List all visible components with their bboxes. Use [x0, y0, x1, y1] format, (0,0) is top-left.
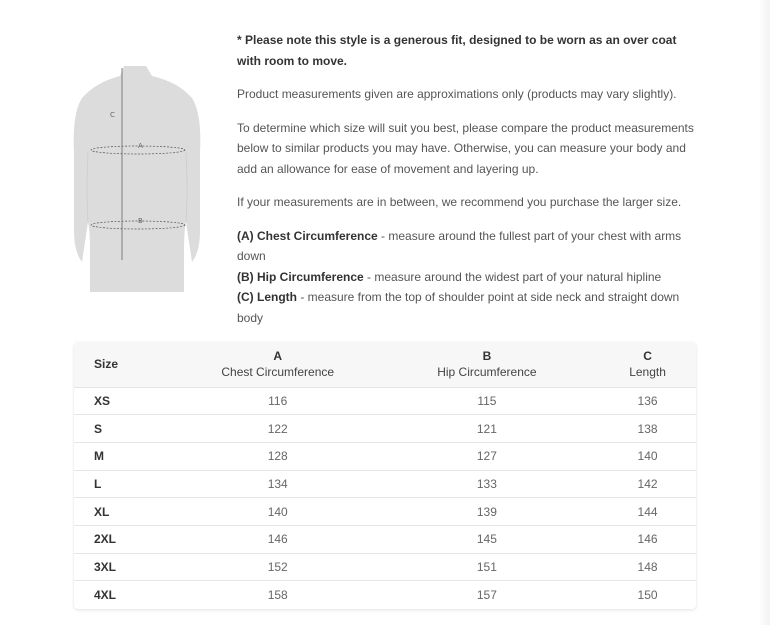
label-b: B	[138, 217, 143, 225]
length-cell: 150	[637, 587, 658, 602]
size-cell: 3XL	[74, 553, 181, 581]
fit-note: * Please note this style is a generous fit, designed to be worn as an over coat with room to move.	[237, 33, 677, 68]
torso-shape	[74, 66, 201, 292]
header-chest: A Chest Circumference	[181, 342, 375, 387]
length-cell: 138	[599, 415, 696, 443]
torso-silhouette-icon	[68, 62, 208, 302]
size-cell: XL	[74, 498, 181, 526]
table-row	[74, 387, 696, 415]
hip-cell: 133	[375, 470, 599, 498]
chest-cell: 158	[267, 587, 288, 602]
table-row	[74, 525, 696, 553]
approx-note: Product measurements given are approximations only (products may vary slightly).	[237, 87, 677, 101]
chest-cell: 122	[181, 415, 375, 443]
table-header-row	[74, 342, 696, 387]
size-info-text	[237, 30, 702, 328]
measurement-definitions	[237, 226, 702, 329]
length-cell: 136	[599, 387, 696, 415]
size-table-container	[74, 342, 696, 609]
between-note: If your measurements are in between, we recommend you purchase the larger size.	[237, 195, 682, 209]
length-cell: 142	[599, 470, 696, 498]
size-cell: XS	[74, 387, 181, 415]
table-row	[74, 498, 696, 526]
chest-cell: 152	[181, 553, 375, 581]
definition-hip: (B) Hip Circumference - measure around the widest part of your natural hipline	[237, 269, 662, 284]
label-c: C	[110, 111, 115, 119]
definition-length: (C) Length - measure from the top of shoulder point at side neck and straight down body	[237, 290, 680, 325]
table-row	[74, 415, 696, 443]
length-cell: 140	[599, 442, 696, 470]
table-row	[74, 553, 696, 581]
hip-cell: 145	[375, 525, 599, 553]
size-table	[74, 342, 696, 609]
header-length: C Length	[599, 342, 696, 387]
chest-cell: 134	[181, 470, 375, 498]
table-row	[74, 581, 696, 609]
hip-cell: 121	[375, 415, 599, 443]
scroll-edge-shade	[758, 0, 770, 625]
body-measurement-diagram	[68, 62, 208, 302]
hip-cell: 115	[375, 387, 599, 415]
chest-cell: 128	[181, 442, 375, 470]
size-cell: L	[74, 470, 181, 498]
chest-cell: 116	[181, 387, 375, 415]
determine-note: To determine which size will suit you best, please compare the product measurements below to similar products you may have. Otherwise, you can measure your body and add an allowance for ease of movement and layering up.	[237, 120, 694, 176]
hip-cell: 139	[375, 498, 599, 526]
header-size: Size	[74, 342, 181, 387]
label-a: A	[138, 142, 143, 150]
length-cell: 148	[599, 553, 696, 581]
table-row	[74, 470, 696, 498]
hip-cell: 127	[375, 442, 599, 470]
definition-chest: (A) Chest Circumference - measure around the fullest part of your chest with arms down	[237, 228, 682, 263]
hip-cell: 151	[375, 553, 599, 581]
size-cell: S	[74, 415, 181, 443]
header-hip: B Hip Circumference	[375, 342, 599, 387]
size-cell: 4XL	[94, 587, 117, 602]
chest-cell: 140	[181, 498, 375, 526]
length-cell: 146	[599, 525, 696, 553]
hip-cell: 157	[476, 587, 497, 602]
length-cell: 144	[599, 498, 696, 526]
size-cell: M	[74, 442, 181, 470]
table-row	[74, 442, 696, 470]
size-cell: 2XL	[74, 525, 181, 553]
chest-cell: 146	[181, 525, 375, 553]
